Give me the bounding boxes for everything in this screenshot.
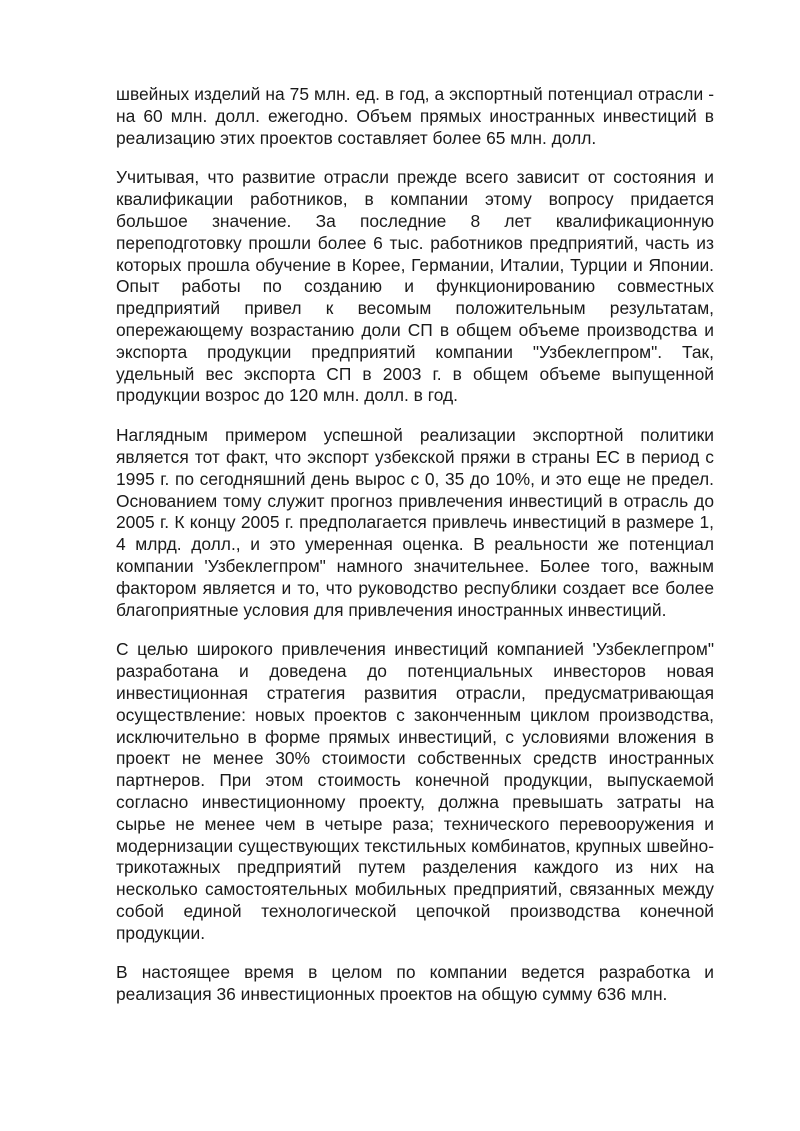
document-body [116, 84, 714, 1024]
paragraph: В настоящее время в целом по компании ведется разработка и реализация 36 инвестиционных проектов на общую сумму 636 млн. [116, 962, 714, 1005]
paragraph: Учитывая, что развитие отрасли прежде всего зависит от состояния и квалификации работников, в компании этому вопросу придается большое значение. За последние 8 лет квалификационную переподготовку прошли более 6 тыс. работников предприятий, часть из которых прошла обучение в Корее, Германии, Италии, Турции и Японии. Опыт работы по созданию и функционированию совместных предприятий привел к весомым положительным результатам, опережающему возрастанию доли СП в общем объеме производства и экспорта продукции предприятий компании "Узбеклегпром". Так, удельный вес экспорта СП в 2003 г. в общем объеме выпущенной продукции возрос до 120 млн. долл. в год. [116, 167, 714, 406]
paragraph: швейных изделий на 75 млн. ед. в год, а экспортный потенциал отрасли - на 60 млн. долл. ежегодно. Объем прямых иностранных инвестиций в реализацию этих проектов составляет более 65 млн. долл. [116, 84, 714, 148]
paragraph: Наглядным примером успешной реализации экспортной политики является тот факт, что экспорт узбекской пряжи в страны ЕС в период с 1995 г. по сегодняшний день вырос с 0, 35 до 10%, и это еще не предел. Основанием тому служит прогноз привлечения инвестиций в отрасль до 2005 г. К концу 2005 г. предполагается привлечь инвестиций в размере 1, 4 млрд. долл., и это умеренная оценка. В реальности же потенциал компании 'Узбеклегпром" намного значительнее. Более того, важным фактором является и то, что руководство республики создает все более благоприятные условия для привлечения иностранных инвестиций. [116, 425, 714, 620]
paragraph: С целью широкого привлечения инвестиций компанией 'Узбеклегпром" разработана и доведена до потенциальных инвесторов новая инвестиционная стратегия развития отрасли, предусматривающая осуществление: новых проектов с законченным циклом производства, исключительно в форме прямых инвестиций, с условиями вложения в проект не менее 30% стоимости собственных средств иностранных партнеров. При этом стоимость конечной продукции, выпускаемой согласно инвестиционному проекту, должна превышать затраты на сырье не менее чем в четыре раза; технического перевооружения и модернизации существующих текстильных комбинатов, крупных швейно-трикотажных предприятий путем разделения каждого из них на несколько самостоятельных мобильных предприятий, связанных между собой единой технологической цепочкой производства конечной продукции. [116, 639, 714, 943]
